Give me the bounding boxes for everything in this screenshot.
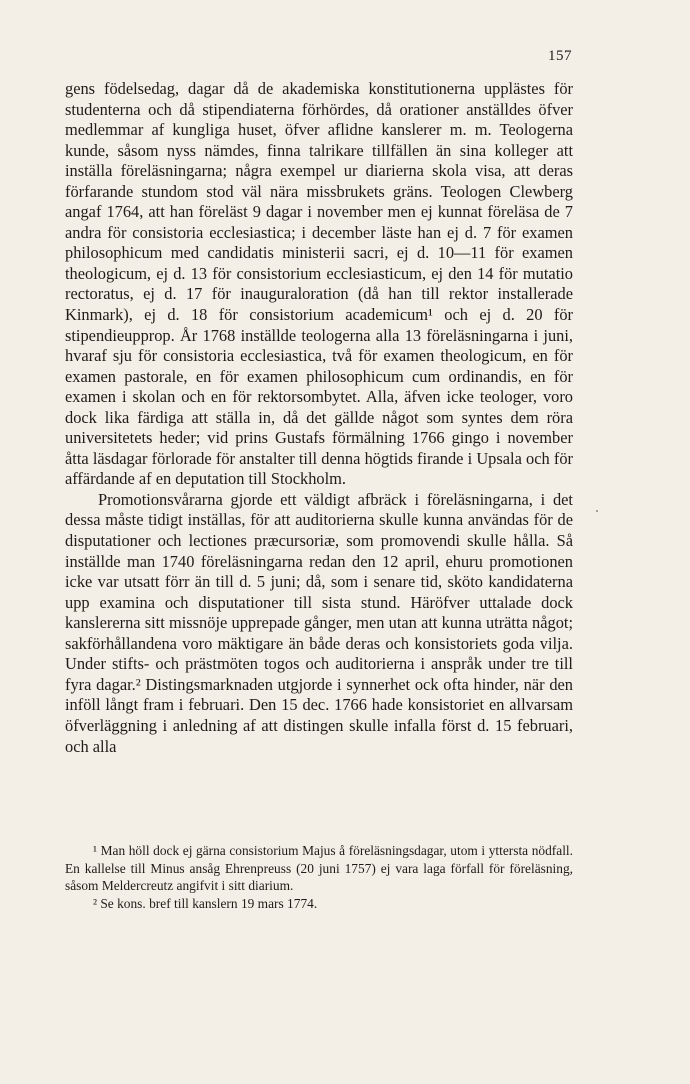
stray-mark bbox=[596, 510, 598, 512]
page-number: 157 bbox=[548, 48, 572, 64]
footnote-1: ¹ Man höll dock ej gärna consistorium Majus å föreläsningsdagar, utom i yttersta nödfall. En kallelse till Minus ansåg Ehrenpreuss (20 juni 1757) ej vara laga förfall för föreläsning, såsom Meldercreutz angifvit i sitt diarium. bbox=[65, 843, 573, 894]
footnote-2: ² Se kons. bref till kanslern 19 mars 1774. bbox=[93, 895, 318, 911]
footnotes bbox=[65, 842, 573, 912]
main-text bbox=[65, 79, 573, 757]
paragraph-1: gens födelsedag, dagar då de akademiska konstitutionerna upplästes för studenterna och då stipendiaterna förhördes, då orationer anställdes öfver medlemmar af kungliga huset, öfver aflidne kanslerer m. m. Teologerna kunde, såsom nyss nämdes, finna talrikare tillfällen än sina kolleger att inställa föreläsningarna; några exempel ur diarierna skola visa, att deras förfarande stundom stod väl nära missbrukets gräns. Teologen Clewberg angaf 1764, att han föreläst 9 dagar i november men ej kunnat föreläsa de 7 andra för consistoria ecclesiastica; i december läste han ej d. 7 för examen philosophicum med candidatis ministerii sacri, ej d. 10—11 för examen theologicum, ej d. 13 för consistorium ecclesiasticum, ej den 14 för mutatio rectoratus, ej d. 17 för inauguraloration (då han till rektor installerade Kinmark), ej d. 18 för consistorium academicum¹ och ej d. 20 för stipendieupprop. År 1768 inställde teologerna alla 13 föreläsningarna i juni, hvaraf sju för consistoria ecclesiastica, två för examen theologicum, en för examen pastorale, en för examen philosophicum cum ordinandis, en för examen i skolan och en för rektorsombytet. Alla, äfven icke teologer, voro dock lika färdiga att ställa in, då det gällde något som syntes dem röra universitetets heder; vid prins Gustafs förmälning 1766 gingo i november åtta läsdagar förlorade för anstalter till denna högtids firande i Upsala och för affärdande af en deputation till Stockholm. bbox=[65, 79, 573, 489]
paragraph-2: Promotionsvårarna gjorde ett väldigt afbräck i föreläsningarna, i det dessa måste tidigt inställas, för att auditorierna skulle kunna användas för de disputationer och lectiones præcursoriæ, som promovendi skulle hålla. Så inställde man 1740 föreläsningarna redan den 12 april, ehuru promotionen icke var utsatt förr än till d. 5 juni; då, som i senare tid, sköto kandidaterna upp examina och disputationer till sista stund. Häröfver uttalade dock kanslererna sitt missnöje upprepade gånger, men utan att kunna uträtta något; sakförhållandena voro mäktigare än både deras och konsistoriets goda vilja. Under stifts- och prästmöten togos och auditorierna i anspråk under tre till fyra dagar.² Distingsmarknaden utgjorde i synnerhet ock ofta hinder, när den inföll långt fram i februari. Den 15 dec. 1766 hade konsistoriet en allvarsam öfverläggning i anledning af att distingen skulle infalla först d. 15 februari, och alla bbox=[65, 489, 573, 756]
